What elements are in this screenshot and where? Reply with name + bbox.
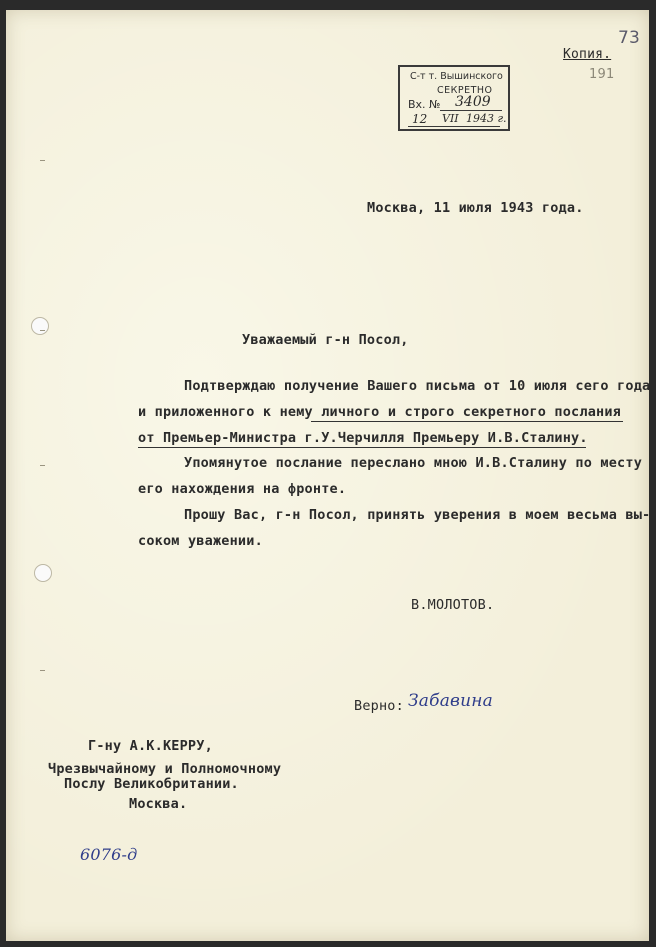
stamp-date-day: 12 [412, 112, 428, 126]
addressee-city: Москва. [129, 796, 188, 812]
margin-mark [40, 330, 45, 331]
body-line: и приложенного к нему личного и строго секретного послания [138, 404, 622, 420]
stamp-date-year: 1943 г. [466, 112, 507, 125]
stamp-incoming-number: 3409 [455, 94, 491, 110]
addressee-title-line2: Послу Великобритании. [64, 776, 239, 792]
margin-mark [40, 465, 45, 466]
pencil-note: 191 [589, 67, 615, 82]
body-line: соком уважении. [138, 533, 263, 549]
body-line: Упомянутое послание переслано мною И.В.Сталину по месту [184, 455, 643, 471]
stamp-incoming-label: Вх. № [408, 98, 441, 111]
stamp-number-line [440, 110, 502, 111]
margin-mark [40, 670, 45, 671]
file-note: 6076-д [80, 845, 138, 864]
body-line: его нахождения на фронте. [138, 481, 347, 497]
punch-hole-top [31, 317, 49, 335]
salutation: Уважаемый г-н Посол, [242, 332, 409, 348]
stamp-date-month: VII [442, 112, 459, 125]
stamp-office: С-т т. Вышинского [410, 71, 503, 82]
page-number: 73 [618, 28, 641, 48]
punch-hole-bottom [34, 564, 52, 582]
stamp-date-line [408, 126, 500, 127]
body-line: Прошу Вас, г-н Посол, принять уверения в моем весьма вы- [184, 507, 651, 523]
registration-stamp [398, 65, 510, 131]
document-page [6, 10, 649, 941]
verified-signature: Забавина [408, 691, 494, 711]
body-line: Подтверждаю получение Вашего письма от 10 июля сего года [184, 378, 651, 394]
verified-label: Верно: [354, 698, 404, 714]
margin-mark [40, 160, 45, 161]
signature: В.МОЛОТОВ. [411, 597, 495, 613]
handwritten-underline [311, 421, 623, 422]
place-date: Москва, 11 июля 1943 года. [367, 200, 584, 216]
addressee-name: Г-ну А.К.КЕРРУ, [88, 738, 213, 754]
body-line: от Премьер-Министра г.У.Черчилля Премьеру И.В.Сталину. [138, 430, 588, 446]
addressee-title-line1: Чрезвычайному и Полномочному [48, 761, 282, 777]
stamp-classification: СЕКРЕТНО [437, 85, 493, 96]
handwritten-underline [138, 447, 586, 448]
copy-label: Копия. [563, 47, 612, 62]
